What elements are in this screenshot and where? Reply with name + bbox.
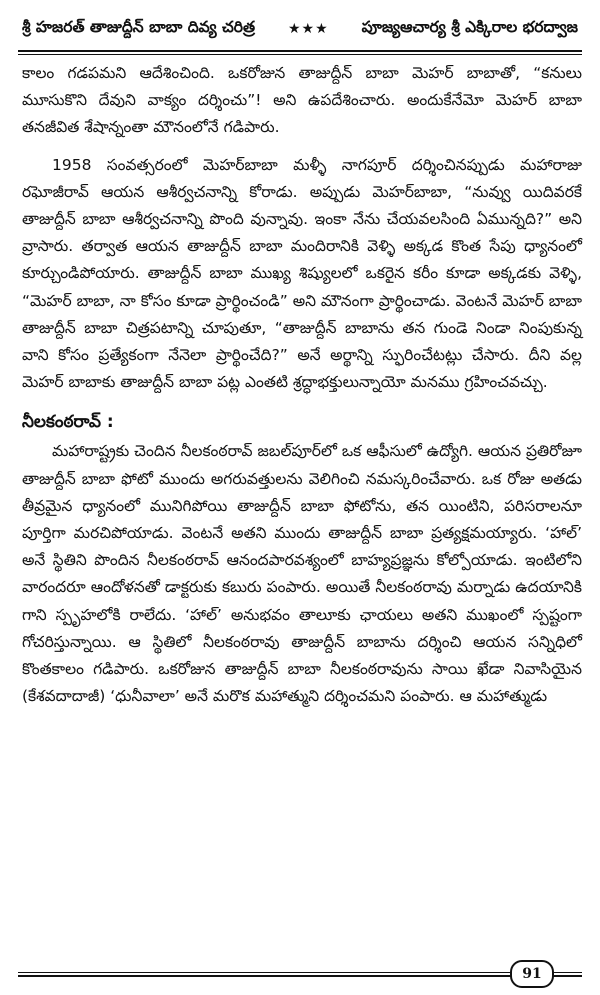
page-number-badge xyxy=(510,960,554,988)
paragraph-meher-baba-1958: 1958 సంవత్సరంలో మెహర్‌బాబా మళ్ళీ నాగపూర్ దర్శించినప్పుడు మహారాజు రఘోజీరావ్ ఆయన ఆశీర్వచనాన్ని కోరాడు. అప్పుడు మెహర్‌బాబా, “నువ్వు యిదివరకే తాజుద్దీన్ బాబా ఆశీర్వచనాన్ని పొంది వున్నావు. ఇంకా నేను చేయవలసింది ఏమున్నది?” అని వ్రాసారు. తర్వాత ఆయన తాజుద్దీన్ బాబా మందిరానికి వెళ్ళి అక్కడ కొంత సేపు ధ్యానంలో కూర్చుండిపోయారు. తాజుద్దీన్ బాబా ముఖ్య శిష్యులలో ఒకరైన కరీం కూడా అక్కడకు వెళ్ళి, “మెహర్ బాబా, నా కోసం కూడా ప్రార్థించండి” అని మౌనంగా ప్రార్థించాడు. వెంటనే మెహర్ బాబా తాజుద్దీన్ బాబా చిత్రపటాన్ని చూపుతూ, “తాజుద్దీన్ బాబాను తన గుండె నిండా నింపుకున్న వాని కోసం ప్రత్యేకంగా నేనెలా ప్రార్థించేది?” అనే అర్థాన్ని స్ఫురించేటట్లు చేసారు. దీని వల్ల మెహర్ బాబాకు తాజుద్దీన్ బాబా పట్ల ఎంతటి శ్రద్ధాభక్తులున్నాయో మనము గ్రహించవచ్చు. xyxy=(22,155,582,392)
paragraph-neelakantarao: మహారాష్ట్రకు చెందిన నీలకంఠరావ్ జబల్‌పూర్‌లో ఒక ఆఫీసులో ఉద్యోగి. ఆయన ప్రతిరోజూ తాజుద్దీన్ బాబా ఫోటో ముందు అగరువత్తులను వెలిగించి నమస్కరించేవారు. ఒక రోజు అతడు తీవ్రమైన ధ్యానంలో మునిగిపోయి తాజుద్దీన్ బాబా ఫోటోను, తన యింటిని, పరిసరాలనూ పూర్తిగా మరచిపోయాడు. వెంటనే అతని ముందు తాజుద్దీన్ బాబా ప్రత్యక్షమయ్యారు. ‘హాల్’ అనే స్థితిని పొందిన నీలకంఠరావ్ ఆనందపారవశ్యంలో బాహ్యప్రజ్ఞను కోల్పోయాడు. ఇంటిలోని వారందరూ ఆందోళనతో డాక్టరుకు కబురు పంపారు. అయితే నీలకంఠరావు మర్నాడు ఉదయానికి గాని స్పృహలోకి రాలేదు. ‘హాల్’ అనుభవం తాలూకు ఛాయలు అతని ముఖంలో స్పష్టంగా గోచరిస్తున్నాయి. ఆ స్థితిలో నీలకంఠరావు తాజుద్దీన్ బాబాను దర్శించి ఆయన సన్నిధిలో కొంతకాలం గడిపారు. ఒకరోజున తాజుద్దీన్ బాబా నీలకంఠరావును సాయి ఖేడా నివాసియైన (కేశవదాదాజీ) ‘ధునీవాలా’ అనే మరొక మహాత్ముని దర్శించమని పంపారు. ఆ మహాత్ముడు xyxy=(22,442,582,706)
header-rule xyxy=(18,50,582,55)
star-ornament: ★★★ xyxy=(287,21,329,37)
page-number: 91 xyxy=(522,966,542,982)
section-heading-neelakantarao: నీలకంఠరావ్ : xyxy=(22,412,114,433)
paragraph-gap xyxy=(22,142,582,152)
book-title: శ్రీ హజరత్ తాజుద్దీన్ బాబా దివ్య చరిత్ర xyxy=(22,18,256,36)
running-header xyxy=(18,10,582,48)
page-body xyxy=(22,60,582,710)
paragraph-gap xyxy=(22,396,582,406)
paragraph-continuation: కాలం గడపమని ఆదేశించింది. ఒకరోజున తాజుద్దీన్ బాబా మెహర్ బాబాతో, “కనులు మూసుకొని దేవుని వాక్యం దర్శించు”! అని ఉపదేశించారు. అందుకేనేమో మెహర్ బాబా తనజీవిత శేషాన్నంతా మౌనంలోనే గడిపారు. xyxy=(22,64,582,137)
author-name: పూజ్యఆచార్య శ్రీ ఎక్కిరాల భరద్వాజ xyxy=(361,18,578,36)
footer-rule xyxy=(18,972,582,977)
